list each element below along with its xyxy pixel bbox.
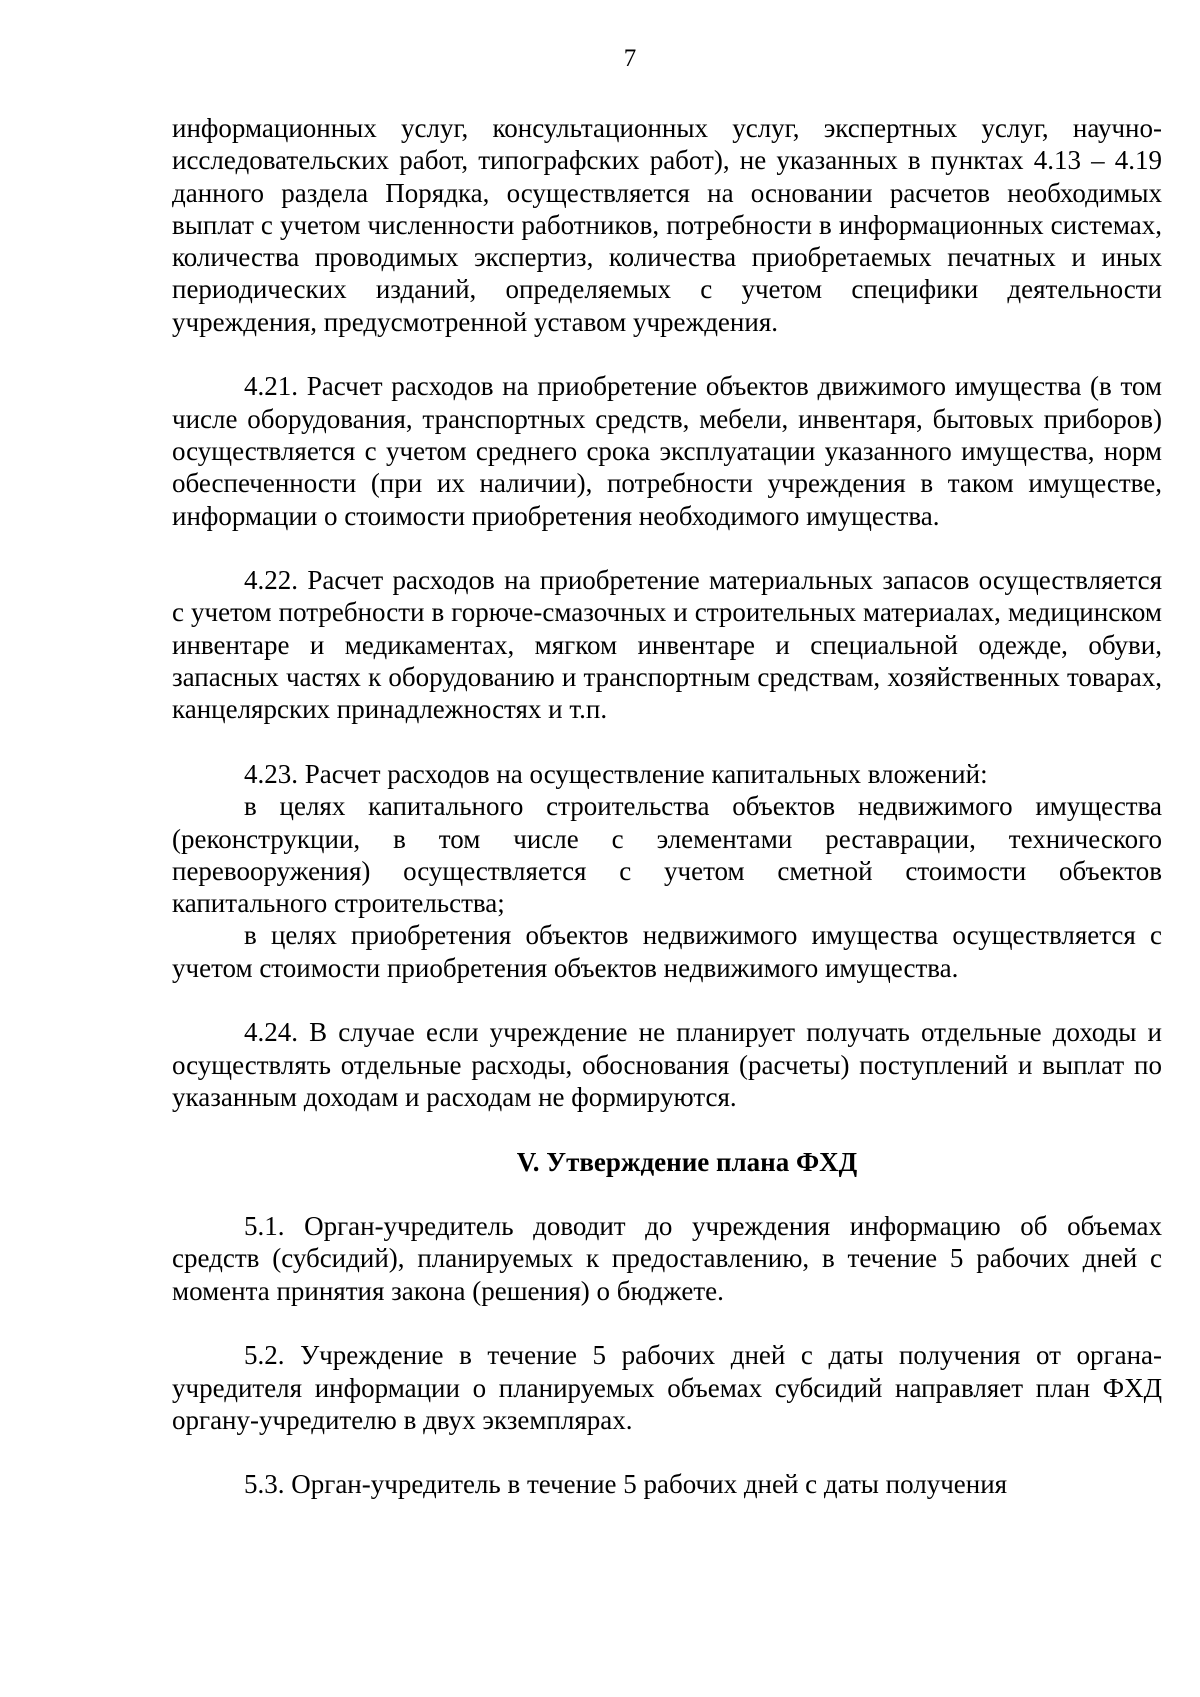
page-number: 7 — [623, 45, 637, 72]
paragraph-4-22: 4.22. Расчет расходов на приобретение материальных запасов осуществляется с учетом потребности в горюче-смазочных и строительных материалах, медицинском инвентаре и медикаментах, мягком инвентаре и специальной одежде, обуви, запасных частях к оборудованию и транспортным средствам, хозяйственных товарах, канцелярских принадлежностях и т.п. — [172, 565, 1162, 725]
section-heading: V. Утверждение плана ФХД — [516, 1146, 858, 1177]
paragraph-continuation: информационных услуг, консультационных услуг, экспертных услуг, научно-исследовательских работ, типографских работ), не указанных в пунктах 4.13 – 4.19 данного раздела Порядка, осуществляется на основании расчетов необходимых выплат с учетом численности работников, потребности в информационных системах, количества проводимых экспертиз, количества приобретаемых печатных и иных периодических изданий, определяемых с учетом специфики деятельности учреждения, предусмотренной уставом учреждения. — [172, 113, 1162, 337]
paragraph-5-1: 5.1. Орган-учредитель доводит до учреждения информацию об объемах средств (субсидий), планируемых к предоставлению, в течение 5 рабочих дней с момента принятия закона (решения) о бюджете. — [172, 1211, 1162, 1306]
paragraph-4-24: 4.24. В случае если учреждение не планирует получать отдельные доходы и осуществлять отдельные расходы, обоснования (расчеты) поступлений и выплат по указанным доходам и расходам не формируются. — [172, 1017, 1162, 1112]
paragraph-4-23: 4.23. Расчет расходов на осуществление капитальных вложений: — [244, 758, 988, 789]
paragraph-5-3: 5.3. Орган-учредитель в течение 5 рабочих дней с даты получения — [244, 1469, 1008, 1500]
paragraph-4-21: 4.21. Расчет расходов на приобретение объектов движимого имущества (в том числе оборудования, транспортных средств, мебели, инвентаря, бытовых приборов) осуществляется с учетом среднего срока эксплуатации указанного имущества, норм обеспеченности (при их наличии), потребности учреждения в таком имуществе, информации о стоимости приобретения необходимого имущества. — [172, 371, 1162, 531]
document-body — [172, 112, 1162, 1501]
paragraph-5-2: 5.2. Учреждение в течение 5 рабочих дней с даты получения от органа-учредителя информации о планируемых объемах субсидий направляет план ФХД органу-учредителю в двух экземплярах. — [172, 1340, 1162, 1435]
paragraph-4-23-capital-construction: в целях капитального строительства объектов недвижимого имущества (реконструкции, в том числе с элементами реставрации, технического перевооружения) осуществляется с учетом сметной стоимости объектов капитального строительства; — [172, 791, 1162, 919]
paragraph-4-23-real-estate-acquisition: в целях приобретения объектов недвижимого имущества осуществляется с учетом стоимости приобретения объектов недвижимого имущества. — [172, 920, 1162, 983]
